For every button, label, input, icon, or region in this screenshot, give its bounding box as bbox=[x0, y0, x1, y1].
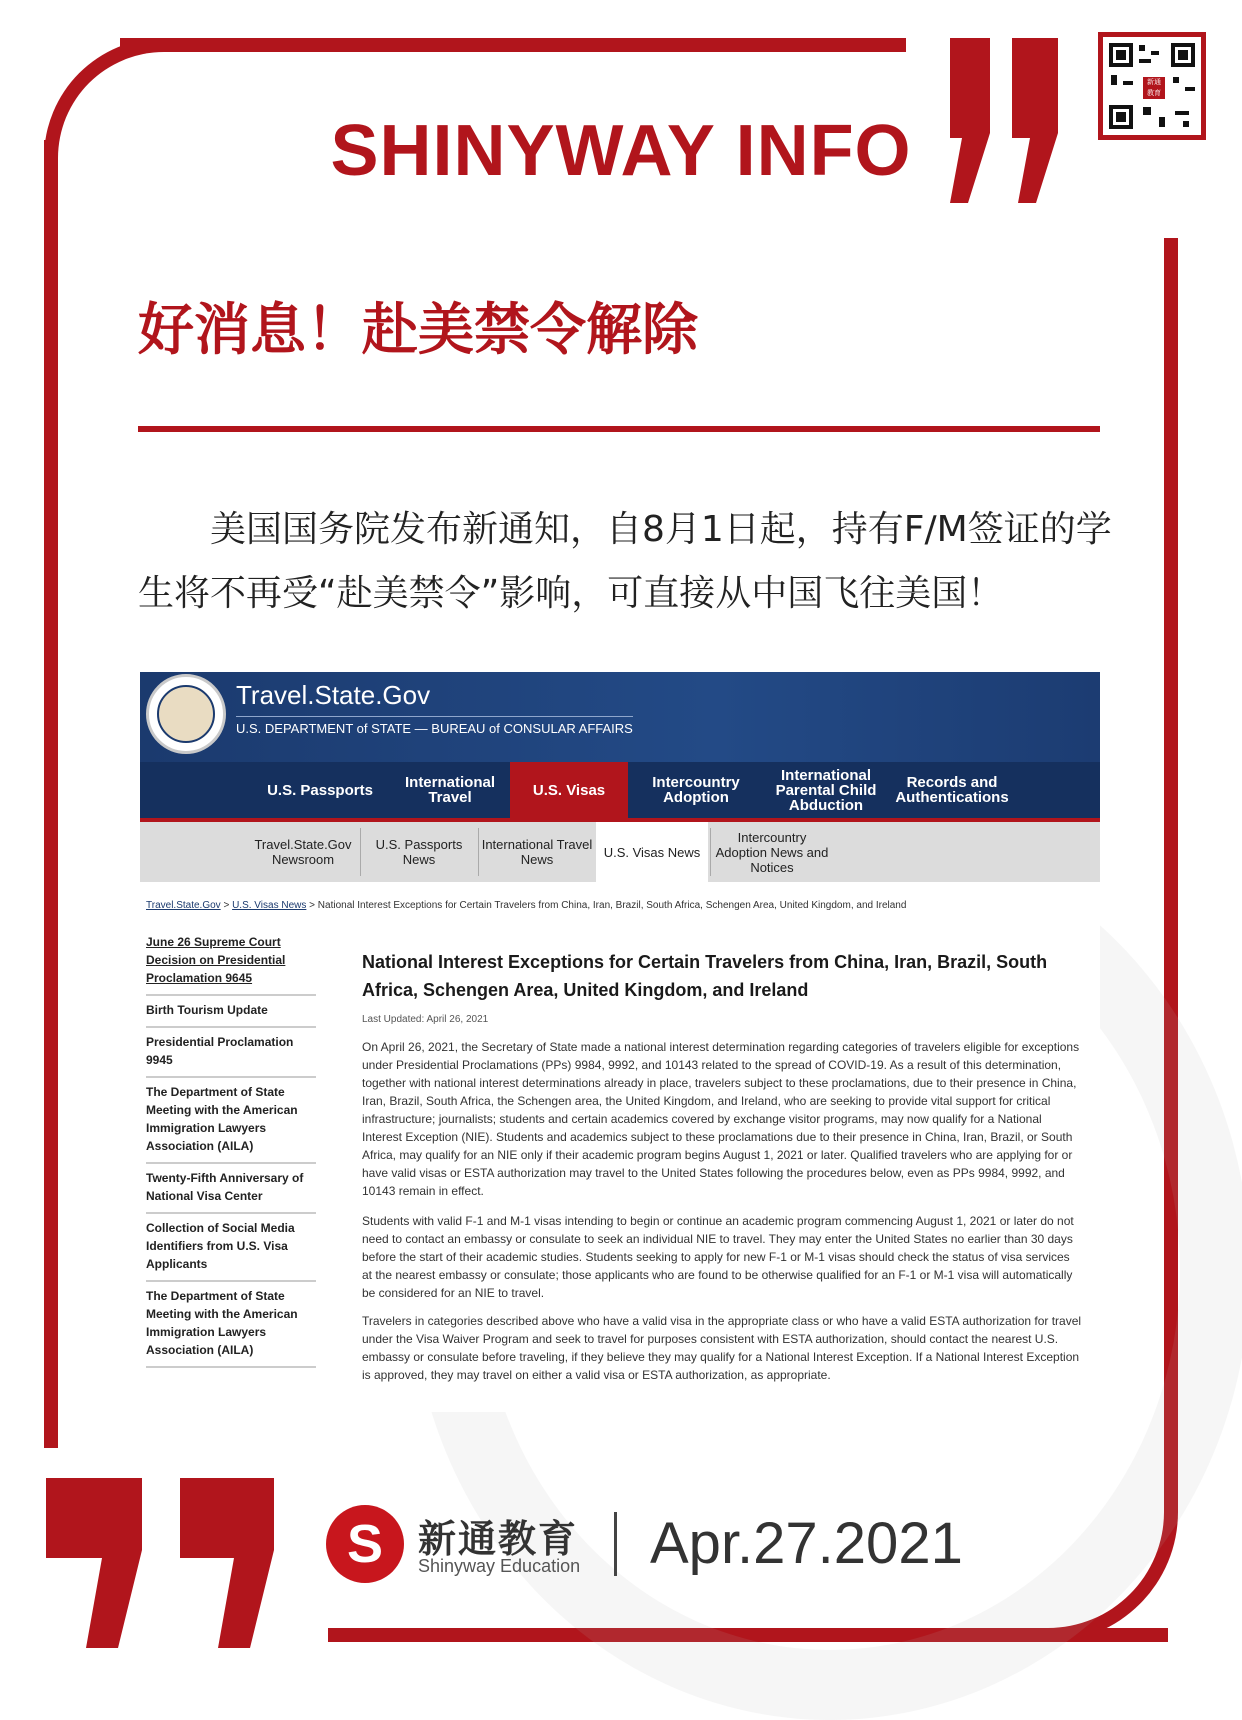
nav-international-travel[interactable]: International Travel bbox=[404, 774, 495, 806]
sidebar-item[interactable]: June 26 Supreme Court Decision on Presidential Proclamation 9645 bbox=[146, 928, 316, 996]
department-seal-icon bbox=[146, 674, 226, 754]
article-paragraph: Travelers in categories described above who have a valid visa in the appropriate class or who have a valid ESTA authorization for travel under the Visa Waiver Program and seek to travel for purposes consistent with ESTA authorization, should contact the nearest U.S. embassy or consulate before traveling, if they believe they may qualify for a National Interest Exception. If a National Interest Exception is approved, they may travel on either a valid visa or ESTA authorization, as appropriate. bbox=[362, 1314, 1082, 1382]
title-divider bbox=[138, 426, 1100, 432]
nav-child-abduction[interactable]: International Parental Child Abduction bbox=[775, 766, 877, 814]
sub-nav bbox=[140, 822, 1100, 882]
shinyway-logo-icon: S bbox=[326, 1505, 404, 1583]
eagle-icon bbox=[157, 685, 215, 743]
subnav-passports-news[interactable]: U.S. Passports News bbox=[375, 837, 463, 867]
subnav-visas-news[interactable]: U.S. Visas News bbox=[596, 822, 708, 882]
subnav-divider bbox=[360, 828, 361, 876]
brand-name-en: Shinyway Education bbox=[418, 1556, 581, 1576]
sidebar-item[interactable]: Twenty-Fifth Anniversary of National Visa Center bbox=[146, 1164, 316, 1214]
main-nav bbox=[140, 762, 1100, 822]
frame-left-bar bbox=[44, 140, 58, 1448]
sidebar-item[interactable]: Collection of Social Media Identifiers from U.S. Visa Applicants bbox=[146, 1214, 316, 1282]
english-title: SHINYWAY INFO bbox=[330, 111, 912, 191]
subnav-newsroom[interactable]: Travel.State.Gov Newsroom bbox=[254, 837, 352, 867]
sidebar-item[interactable]: Presidential Proclamation 9945 bbox=[146, 1028, 316, 1078]
site-header bbox=[140, 672, 1100, 762]
article-paragraph: On April 26, 2021, the Secretary of State made a national interest determination regarding categories of travelers eligible for exceptions under Presidential Proclamations (PPs) 9984, 9992, and 10143 related to the spread of COVID-19. As a result of this determination, together with national interest determinations already in place, travelers subject to these proclamations, due to their presence in China, Iran, Brazil, South Africa, the Schengen area, the United Kingdom, and Ireland, who are seeking to provide vital support for critical infrastructure; journalists; students and certain academics covered by exchange visitor programs, may now qualify for a National Interest Exception (NIE). Students and academics subject to these proclamations due to their presence in China, Iran, Brazil, or South Africa, may qualify for an NIE only if their academic program begins August 1, 2021 or later. Qualified travelers who are applying for or have valid visas or ESTA authorization may travel to the United States following the procedures below, even as PPs 9984, 9992, and 10143 remain in effect. bbox=[362, 1040, 1080, 1198]
publish-date: Apr.27.2021 bbox=[650, 1511, 963, 1576]
subnav-divider bbox=[710, 828, 711, 876]
site-subtitle: U.S. DEPARTMENT of STATE — BUREAU of CONSULAR AFFAIRS bbox=[236, 716, 633, 736]
breadcrumb bbox=[146, 900, 906, 911]
sidebar bbox=[146, 928, 316, 1368]
subnav-adoption-news[interactable]: Intercountry Adoption News and Notices bbox=[715, 829, 829, 875]
nav-records[interactable]: Records and Authentications bbox=[895, 774, 1009, 806]
subnav-divider bbox=[478, 828, 479, 876]
intro-paragraph: 美国国务院发布新通知，自8月1日起，持有F/M签证的学生将不再受“赴美禁令”影响，可直接从中国飞往美国！ bbox=[138, 509, 1112, 614]
breadcrumb-section-link[interactable]: U.S. Visas News bbox=[232, 900, 307, 911]
breadcrumb-separator: > bbox=[220, 900, 233, 911]
breadcrumb-home-link[interactable]: Travel.State.Gov bbox=[146, 900, 221, 911]
breadcrumb-current: National Interest Exceptions for Certain Travelers from China, Iran, Brazil, South Africa, Schengen Area, United Kingdom, and Ireland bbox=[317, 900, 907, 911]
sidebar-item[interactable]: Birth Tourism Update bbox=[146, 996, 316, 1028]
footer-divider bbox=[614, 1512, 617, 1576]
article-title: National Interest Exceptions for Certain Travelers from China, Iran, Brazil, South Africa, Schengen Area, United Kingdom, and Ireland bbox=[362, 952, 1048, 1000]
nav-us-visas[interactable]: U.S. Visas bbox=[510, 762, 628, 818]
travel-state-gov-screenshot bbox=[140, 672, 1100, 1412]
sidebar-item[interactable]: The Department of State Meeting with the American Immigration Lawyers Association (AILA) bbox=[146, 1282, 316, 1368]
last-updated: Last Updated: April 26, 2021 bbox=[362, 1014, 489, 1025]
subnav-travel-news[interactable]: International Travel News bbox=[481, 837, 593, 867]
qr-logo: 新通 教育 bbox=[1143, 77, 1165, 99]
sidebar-item[interactable]: The Department of State Meeting with the American Immigration Lawyers Association (AILA) bbox=[146, 1078, 316, 1164]
site-title[interactable]: Travel.State.Gov bbox=[236, 680, 431, 710]
frame-top-bar bbox=[120, 38, 906, 52]
nav-intercountry-adoption[interactable]: Intercountry Adoption bbox=[652, 774, 740, 806]
nav-us-passports[interactable]: U.S. Passports bbox=[267, 781, 373, 799]
opening-quote-icon bbox=[46, 1478, 286, 1658]
breadcrumb-separator: > bbox=[306, 900, 318, 911]
article-paragraph: Students with valid F-1 and M-1 visas intending to begin or continue an academic program commencing August 1, 2021 or later do not need to contact an embassy or consulate to seek an individual NIE to travel. They may enter the United States no earlier than 30 days before the start of their academic studies. Students seeking to apply for new F-1 or M-1 visas should check the status of visa services at the nearest embassy or consulate; those applicants who are found to be otherwise qualified for an F-1 or M-1 visa will automatically be considered for an NIE to travel. bbox=[362, 1214, 1074, 1300]
brand-name-cn: 新通教育 bbox=[418, 1517, 579, 1561]
chinese-headline: 好消息！赴美禁令解除 bbox=[138, 298, 698, 363]
